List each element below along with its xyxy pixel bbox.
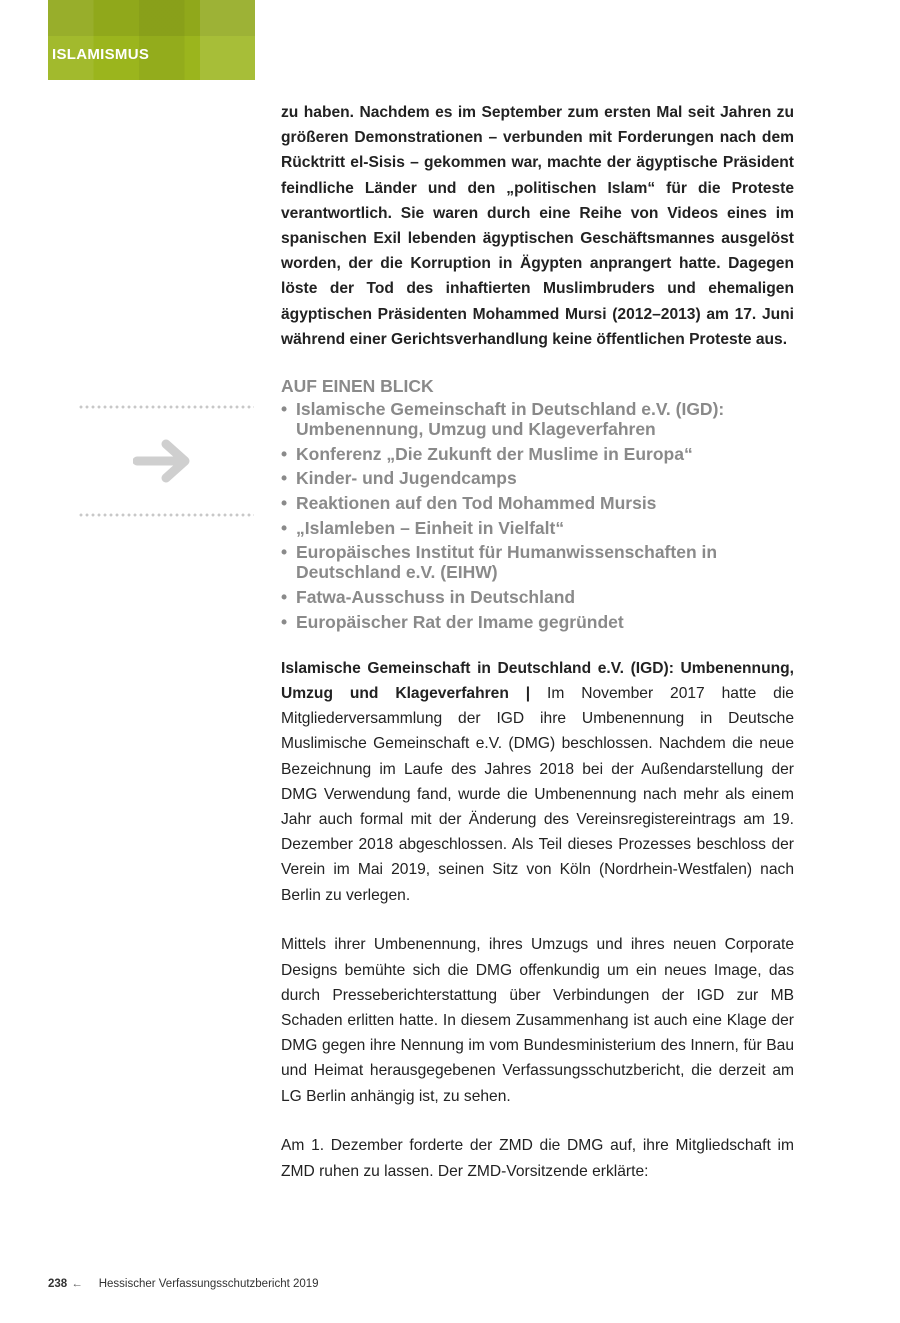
dotted-divider-bottom bbox=[78, 513, 254, 517]
summary-box bbox=[281, 376, 794, 632]
page-number: 238 bbox=[48, 1278, 68, 1290]
intro-paragraph: zu haben. Nachdem es im September zum ersten Mal seit Jahren zu größeren Demonstrationen – verbunden mit Forderungen nach dem Rücktritt el-Sisis – gekommen war, machte der ägyptische Präsident feindliche Länder und den „politischen Islam“ für die Proteste verantwortlich. Sie waren durch eine Reihe von Videos eines im spanischen Exil lebenden ägyptischen Geschäftsmannes ausgelöst worden, der die Korruption in Ägypten anprangert hatte. Dagegen löste der Tod des inhaftierten Muslimbruders und ehemaligen ägyptischen Präsidenten Mohammed Mursi (2012–2013) am 17. Juni während einer Gerichtsverhandlung keine öffentlichen Proteste aus. bbox=[281, 104, 794, 348]
page-footer bbox=[48, 1278, 319, 1290]
dotted-divider-top bbox=[78, 405, 254, 409]
summary-item: • Europäisches Institut für Humanwissenschaften in Deutschland e.V. (EIHW) bbox=[281, 542, 794, 582]
section-text-1: Im November 2017 hatte die Mitgliederversammlung der IGD ihre Umbenennung in Deutsche Muslimische Gemeinschaft e.V. (DMG) beschlossen. Nachdem die neue Bezeichnung im Laufe des Jahres 2018 bei der Außendarstellung der DMG Verwendung fand, wurde die Umbenennung nach mehr als einem Jahr auch formal mit der Änderung des Vereinsregistereintrags am 19. Dezember 2018 abgeschlossen. Als Teil dieses Prozesses beschloss der Verein im Mai 2019, seinen Sitz von Köln (Nordrhein-Westfalen) nach Berlin zu verlegen. bbox=[281, 685, 794, 904]
summary-item: • Reaktionen auf den Tod Mohammed Mursis bbox=[281, 493, 794, 513]
section-heading: Islamische Gemeinschaft in Deutschland e.V. (IGD): Umbenennung, Umzug und Klageverfahren | bbox=[281, 659, 794, 703]
section-paragraph-2: Mittels ihrer Umbenennung, ihres Umzugs und ihres neuen Corporate Designs bemühte sich die DMG offenkundig um ein neues Image, das durch Presseberichterstattung über Verbindungen der IGD zur MB Schaden erlitten hatte. In diesem Zusammenhang ist auch eine Klage der DMG gegen ihre Nennung im vom Bundesministerium des Innern, für Bau und Heimat herausgegebenen Verfassungsschutzbericht, die derzeit am LG Berlin anhängig ist, zu sehen. bbox=[281, 936, 794, 1105]
summary-title: AUF EINEN BLICK bbox=[281, 376, 434, 397]
chapter-label: ISLAMISMUS bbox=[52, 46, 150, 63]
section-paragraph-3: Am 1. Dezember forderte der ZMD die DMG auf, ihre Mitgliedschaft im ZMD ruhen zu lassen. Der ZMD-Vorsitzende erklärte: bbox=[281, 1137, 794, 1180]
chapter-tab bbox=[48, 0, 255, 80]
summary-item: • Kinder- und Jugendcamps bbox=[281, 468, 794, 488]
summary-item: • Fatwa-Ausschuss in Deutschland bbox=[281, 587, 794, 607]
summary-item: • Konferenz „Die Zukunft der Muslime in Europa“ bbox=[281, 444, 794, 464]
section-paragraph-1 bbox=[281, 656, 794, 908]
summary-list bbox=[281, 399, 794, 632]
summary-item: • „Islamleben – Einheit in Vielfalt“ bbox=[281, 518, 794, 538]
arrow-right-icon bbox=[133, 437, 193, 485]
arrow-left-icon: ← bbox=[71, 1278, 83, 1290]
igd-section bbox=[281, 656, 794, 1184]
summary-item: • Europäischer Rat der Imame gegründet bbox=[281, 612, 794, 632]
publication-title: Hessischer Verfassungsschutzbericht 2019 bbox=[98, 1278, 319, 1290]
summary-item: • Islamische Gemeinschaft in Deutschland e.V. (IGD): Umbenennung, Umzug und Klageverfahren bbox=[281, 399, 794, 439]
main-content bbox=[281, 100, 794, 1208]
